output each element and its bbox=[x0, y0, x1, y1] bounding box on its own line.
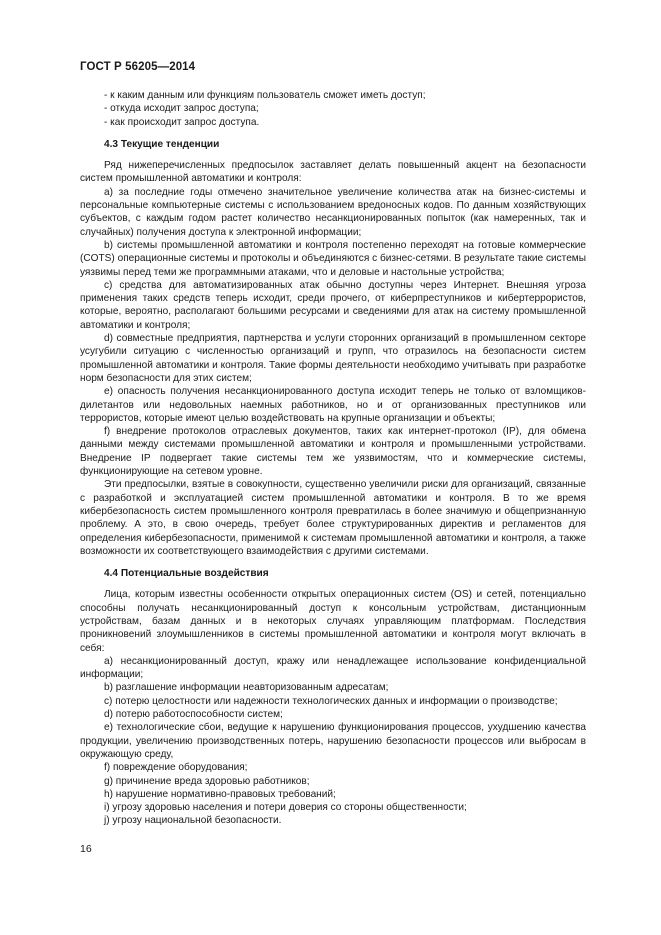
paragraph: c) средства для автоматизированных атак обычно доступны через Интернет. Внешняя угроза применения таких средств теперь исходит, среди прочего, от киберпреступников и кибертеррористов, которые, вероятно, располагают большими ресурсами и сведениями для атак на систему промышленной автоматики и контроля; bbox=[80, 279, 586, 331]
list-item: e) технологические сбои, ведущие к нарушению функционирования процессов, ухудшению качества продукции, увеличению производственных потерь, нарушению безопасности процессов или выбросам в окружающую среду, bbox=[80, 722, 586, 760]
list-item: j) угрозу национальной безопасности. bbox=[104, 815, 282, 827]
section-heading-4-3: 4.3 Текущие тенденции bbox=[104, 138, 220, 150]
list-item: i) угрозу здоровью населения и потери доверия со стороны общественности; bbox=[104, 802, 467, 814]
list-item: - откуда исходит запрос доступа; bbox=[104, 103, 259, 115]
page-number: 16 bbox=[80, 843, 92, 855]
paragraph: b) системы промышленной автоматики и контроля постепенно переходят на готовые коммерческие (COTS) операционные системы и протоколы и объединяются с бизнес-сетями. В результате такие системы уязвимы перед теми же программными атаками, что и деловые и настольные устройства; bbox=[80, 239, 586, 278]
list-item: h) нарушение нормативно-правовых требований; bbox=[104, 788, 336, 800]
paragraph: Эти предпосылки, взятые в совокупности, существенно увеличили риски для организаций, связанные с разработкой и эксплуатацией систем промышленной автоматики и контроля. В то же время кибербезопасность систем промышленного контроля превратилась в более значимую и общепризнанную проблему. А это, в свою очередь, требует более структурированных директив и регламентов для определения кибербезопасности, применимой к системам промышленной автоматики и контроля, а также возможности их соответствующего взаимодействия с другими системами. bbox=[80, 479, 586, 557]
page-body bbox=[80, 89, 586, 828]
list-item: b) разглашение информации неавторизованным адресатам; bbox=[104, 682, 389, 694]
paragraph: f) внедрение протоколов отраслевых документов, таких как интернет-протокол (IP), для обмена данными между системами промышленной автоматики и контроля и промышленными устройствами. Внедрение IP подвергает такие системы тем же уязвимостям, что и коммерческие системы, функционирующие на сетевом уровне. bbox=[80, 426, 586, 478]
paragraph: d) совместные предприятия, партнерства и услуги сторонних организаций в промышленном секторе усугубили ситуацию с численностью организаций и групп, что отразилось на безопасности систем промышленной автоматики и контроля. Такие формы деятельности необходимо учитывать при разработке норм безопасности для этих систем; bbox=[80, 333, 586, 384]
list-item: d) потерю работоспособности систем; bbox=[104, 709, 283, 721]
section-heading-4-4: 4.4 Потенциальные воздействия bbox=[104, 568, 269, 580]
paragraph: Лица, которым известны особенности открытых операционных систем (OS) и сетей, потенциально способны получать несанкционированный доступ к консольным устройствам, дистанционным устройствам, базам данных и в некоторых случаях управляющим платформам. Последствия проникновений злоумышленников в системы промышленной автоматики и контроля могут включать в себя: bbox=[80, 589, 586, 654]
list-item: f) повреждение оборудования; bbox=[104, 762, 248, 774]
document-header: ГОСТ Р 56205—2014 bbox=[80, 61, 196, 73]
paragraph: a) за последние годы отмечено значительное увеличение количества атак на бизнес-системы и персональные компьютерные системы с использованием вредоносных кодов. По данным хозяйствующих субъектов, с каждым годом растет количество несанкционированных попыток (как намеренных, так и случайных) получения доступа к электронной информации; bbox=[80, 186, 586, 238]
list-item: a) несанкционированный доступ, кражу или ненадлежащее использование конфиденциальной информации; bbox=[80, 655, 586, 681]
paragraph: e) опасность получения несанкционированного доступа исходит теперь не только от взломщиков-дилетантов или недовольных наемных работников, но и от организованных преступников или террористов, которые имеют целью воздействовать на крупные организации и объекты; bbox=[80, 386, 586, 424]
list-item: - как происходит запрос доступа. bbox=[104, 116, 260, 128]
list-item: g) причинение вреда здоровью работников; bbox=[104, 775, 310, 787]
list-item: c) потерю целостности или надежности технологических данных и информации о производстве; bbox=[104, 695, 558, 707]
list-item: - к каким данным или функциям пользователь сможет иметь доступ; bbox=[104, 90, 426, 101]
paragraph: Ряд нижеперечисленных предпосылок заставляет делать повышенный акцент на безопасности систем промышленной автоматики и контроля: bbox=[80, 160, 586, 185]
